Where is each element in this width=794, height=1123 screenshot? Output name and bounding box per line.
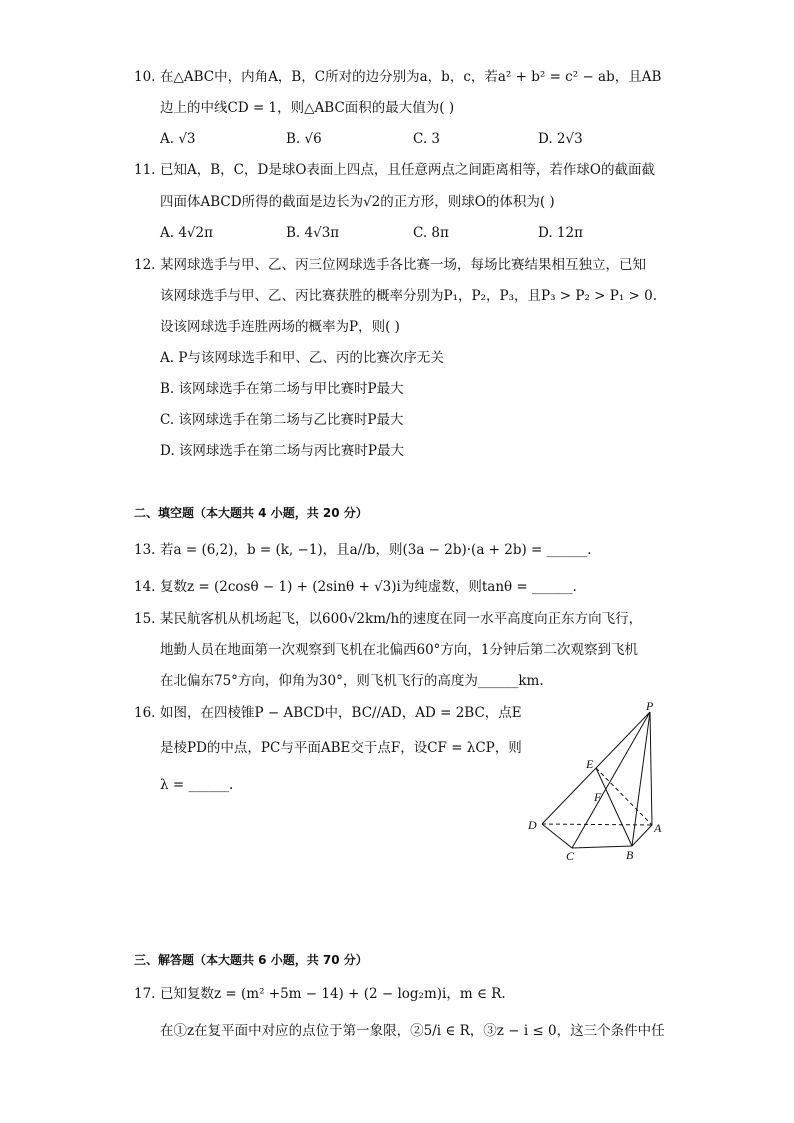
edge-da-hidden <box>542 824 652 825</box>
question-16-line-2: 是棱PD的中点，PC与平面ABE交于点F，设CF = λCP，则 <box>160 740 522 756</box>
question-11-line-1 <box>134 161 655 179</box>
question-15-line-2: 地勤人员在地面第一次观察到飞机在北偏西60°方向，1分钟后第二次观察到飞机 <box>160 642 639 658</box>
edge-pc <box>572 712 650 848</box>
label-c: C <box>566 849 575 863</box>
option-a: A. P与该网球选手和甲、乙、丙的比赛次序无关 <box>160 350 444 366</box>
question-number: 12. <box>134 257 156 273</box>
option-c: C. 该网球选手在第二场与乙比赛时P最大 <box>160 412 404 428</box>
question-10-line-1 <box>134 68 661 86</box>
edge-ba <box>632 825 652 846</box>
question-text: 已知A，B，C，D是球O表面上四点，且任意两点之间距离相等，若作球O的截面截 <box>160 162 655 178</box>
question-text: 在△ABC中，内角A，B，C所对的边分别为a，b，c，若a² + b² = c² − ab，且AB <box>160 69 662 85</box>
question-text: 复数z = (2cosθ − 1) + (2sinθ + √3)i为纯虚数，则tanθ = ______. <box>160 579 577 595</box>
label-p: P <box>646 699 654 713</box>
question-text: 若a = (6,2)，b = (k, −1)，且a//b，则(3a − 2b)·(a + 2b) = ______. <box>160 542 592 558</box>
option-d: D. 12π <box>538 225 583 241</box>
question-15-line-3: 在北偏东75°方向，仰角为30°，则飞机飞行的高度为______km. <box>160 673 544 689</box>
question-12-line-1 <box>134 256 646 274</box>
question-text: 某民航客机从机场起飞，以600√2km/h的速度在同一水平高度向正东方向飞行， <box>160 611 643 627</box>
segment-ea-hidden <box>596 768 652 825</box>
question-number: 17. <box>134 986 156 1002</box>
question-15-line-1 <box>134 610 642 628</box>
option-a: A. √3 <box>160 131 196 147</box>
question-10-line-2: 边上的中线CD = 1，则△ABC面积的最大值为( ) <box>160 100 455 116</box>
question-number: 16. <box>134 705 156 721</box>
question-16-line-1 <box>134 704 522 722</box>
question-number: 11. <box>134 162 156 178</box>
option-a: A. 4√2π <box>160 225 213 241</box>
label-b: B <box>626 848 634 862</box>
option-c: C. 3 <box>413 131 441 147</box>
question-text: 已知复数z = (m² +5m − 14) + (2 − log₂m)i，m ∈ R. <box>160 986 506 1002</box>
segment-eb <box>596 768 632 846</box>
option-b: B. 4√3π <box>286 225 340 241</box>
question-text: 如图，在四棱锥P − ABCD中，BC//AD，AD = 2BC，点E <box>160 705 522 721</box>
section-heading-fill-in: 二、填空题（本大题共 4 小题，共 20 分） <box>134 506 368 520</box>
question-number: 13. <box>134 542 156 558</box>
option-d: D. 该网球选手在第二场与丙比赛时P最大 <box>160 443 405 459</box>
edge-cb <box>572 846 632 848</box>
edge-pb <box>632 712 650 846</box>
label-a: A <box>654 821 662 835</box>
question-14 <box>134 578 577 596</box>
label-d: D <box>528 818 537 832</box>
question-13 <box>134 541 591 559</box>
question-text: 某网球选手与甲、乙、丙三位网球选手各比赛一场，每场比赛结果相互独立，已知 <box>160 257 646 273</box>
question-12-line-2: 该网球选手与甲、乙、丙比赛获胜的概率分别为P₁，P₂，P₃，且P₃ > P₂ > P₁ > 0. <box>160 288 658 304</box>
option-d: D. 2√3 <box>538 131 583 147</box>
section-heading-solutions: 三、解答题（本大题共 6 小题，共 70 分） <box>134 953 368 967</box>
option-b: B. √6 <box>286 131 322 147</box>
option-b: B. 该网球选手在第二场与甲比赛时P最大 <box>160 381 404 397</box>
question-number: 14. <box>134 579 156 595</box>
question-16-line-3: λ = ______. <box>160 777 234 793</box>
question-number: 10. <box>134 69 156 85</box>
label-f: F <box>594 790 602 804</box>
label-e: E <box>586 757 594 771</box>
pyramid-figure <box>520 698 670 864</box>
question-12-line-3: 设该网球选手连胜两场的概率为P，则( ) <box>160 319 400 335</box>
option-c: C. 8π <box>413 225 449 241</box>
question-11-line-2: 四面体ABCD所得的截面是边长为√2的正方形，则球O的体积为( ) <box>160 194 555 210</box>
question-number: 15. <box>134 611 156 627</box>
edge-dc <box>542 824 572 848</box>
question-17-line-2: 在①z在复平面中对应的点位于第一象限，②5/i ∈ R，③z − i ≤ 0，这三个条件中任 <box>160 1023 665 1039</box>
question-17-line-1 <box>134 985 506 1003</box>
edge-pa <box>650 712 652 825</box>
